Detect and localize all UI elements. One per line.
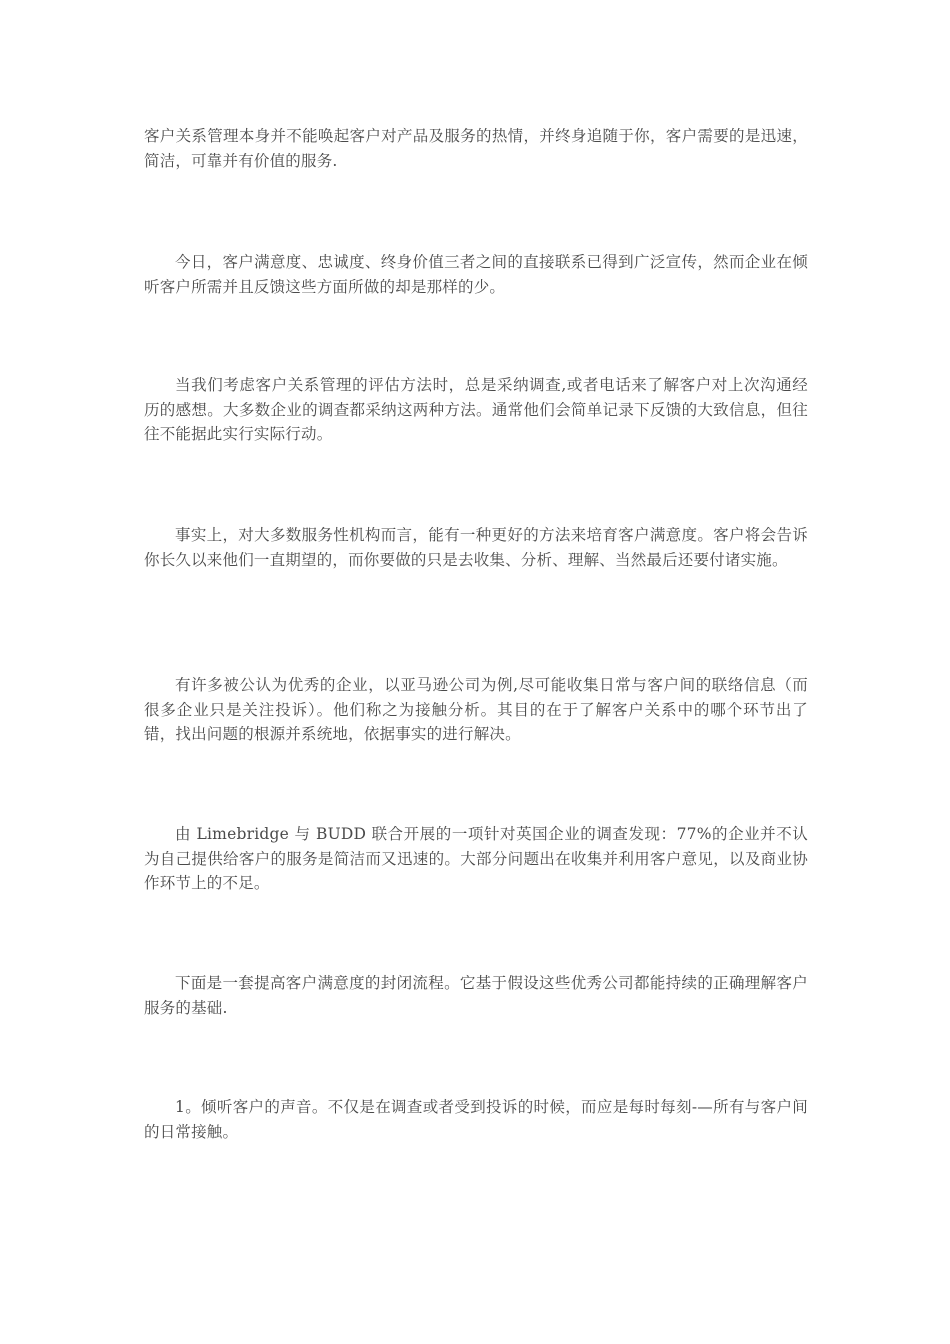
paragraph-3: 当我们考虑客户关系管理的评估方法时，总是采纳调查,或者电话来了解客户对上次沟通经历的感想。大多数企业的调查都采纳这两种方法。通常他们会简单记录下反馈的大致信息，但往往不能据此实行实际行动。 xyxy=(144,376,808,443)
paragraph-2: 今日，客户满意度、忠诚度、终身价值三者之间的直接联系已得到广泛宣传，然而企业在倾听客户所需并且反馈这些方面所做的却是那样的少。 xyxy=(144,253,808,296)
paragraph-5: 有许多被公认为优秀的企业，以亚马逊公司为例,尽可能收集日常与客户间的联络信息（而很多企业只是关注投诉）。他们称之为接触分析。其目的在于了解客户关系中的哪个环节出了错，找出问题的根源并系统地，依据事实的进行解决。 xyxy=(144,676,808,743)
paragraph-8: 1。倾听客户的声音。不仅是在调查或者受到投诉的时候，而应是每时每刻-—所有与客户间的日常接触。 xyxy=(144,1098,808,1141)
paragraph-7: 下面是一套提高客户满意度的封闭流程。它基于假设这些优秀公司都能持续的正确理解客户服务的基础. xyxy=(144,974,808,1017)
paragraph-1: 客户关系管理本身并不能唤起客户对产品及服务的热情，并终身追随于你，客户需要的是迅速，简洁，可靠并有价值的服务. xyxy=(144,127,808,170)
paragraph-4: 事实上，对大多数服务性机构而言，能有一种更好的方法来培育客户满意度。客户将会告诉你长久以来他们一直期望的，而你要做的只是去收集、分析、理解、当然最后还要付诸实施。 xyxy=(144,526,808,569)
paragraph-6: 由 Limebridge 与 BUDD 联合开展的一项针对英国企业的调查发现：77%的企业并不认为自己提供给客户的服务是简洁而又迅速的。大部分问题出在收集并利用客户意见，以及商业协作环节上的不足。 xyxy=(144,825,808,892)
